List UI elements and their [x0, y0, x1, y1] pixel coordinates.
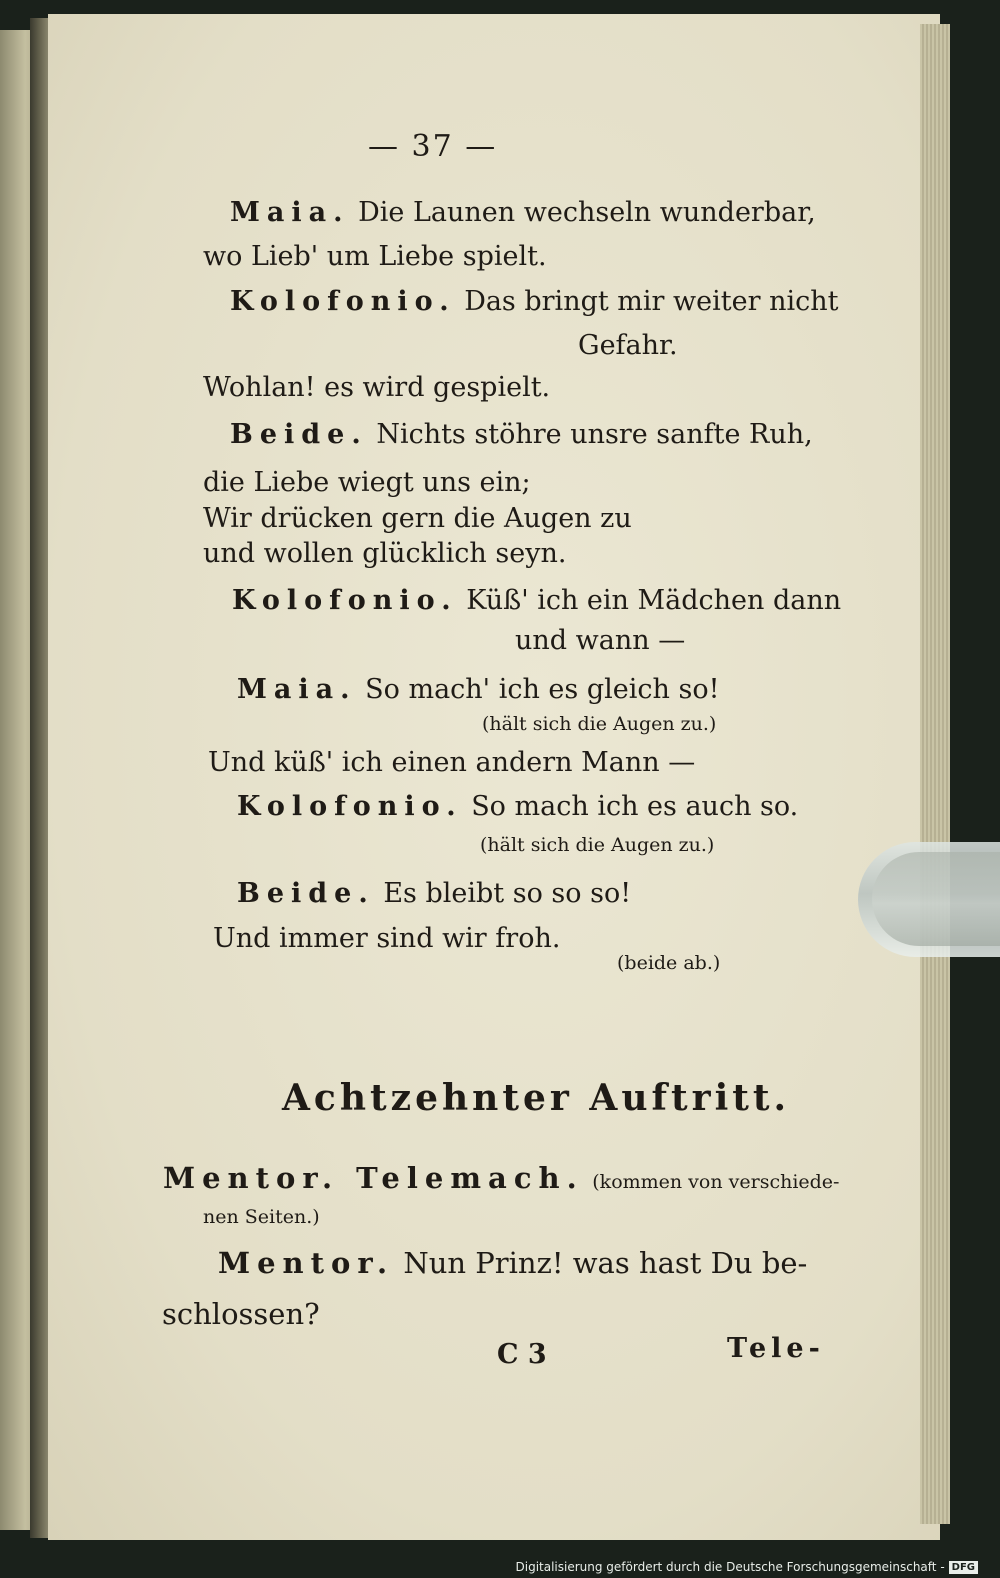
stage-direction: (hält sich die Augen zu.) — [480, 834, 715, 856]
verse-line: Und immer sind wir froh. — [213, 923, 561, 954]
verse-line: und wann — — [515, 625, 686, 656]
verse-line — [230, 199, 816, 226]
line-text: Nichts stöhre unsre sanfte Ruh, — [376, 419, 813, 450]
line-text: Küß' ich ein Mädchen dann — [466, 585, 842, 616]
verse-line — [218, 1246, 808, 1280]
footer-credit: Digitalisierung gefördert durch die Deutsche Forschungsgemeinschaft - — [515, 1560, 945, 1574]
catchword: Tele- — [727, 1333, 825, 1364]
line-text: Nun Prinz! was hast Du be- — [403, 1246, 808, 1280]
speaker-name: Mentor. Telemach. — [163, 1161, 584, 1195]
verse-line: Wohlan! es wird gespielt. — [203, 372, 551, 403]
verse-line: Gefahr. — [578, 330, 678, 361]
verse-line: die Liebe wiegt uns ein; — [203, 467, 531, 498]
line-text: Das bringt mir weiter nicht — [464, 286, 839, 317]
verse-line — [232, 587, 841, 614]
line-text: So mach ich es auch so. — [471, 791, 799, 822]
line-text: Es bleibt so so so! — [383, 878, 632, 909]
speaker-name: Maia. — [237, 674, 357, 705]
page-number: — 37 — — [368, 129, 498, 164]
verse-line — [163, 1161, 840, 1195]
verse-line — [237, 676, 719, 703]
stage-direction: (hält sich die Augen zu.) — [482, 713, 717, 735]
speaker-name: Mentor. — [218, 1246, 395, 1280]
speaker-name: Beide. — [237, 878, 375, 909]
page-edges — [920, 24, 950, 1524]
speaker-name: Kolofonio. — [230, 286, 456, 317]
verse-line: wo Lieb' um Liebe spielt. — [203, 241, 547, 272]
verse-line — [237, 793, 798, 820]
stage-direction: (beide ab.) — [617, 952, 721, 974]
dfg-logo: DFG — [949, 1561, 978, 1574]
speaker-name: Kolofonio. — [232, 585, 458, 616]
stage-direction: (kommen von verschiede- — [592, 1171, 840, 1193]
verse-line: schlossen? — [162, 1297, 320, 1331]
speaker-name: Beide. — [230, 419, 368, 450]
scene-heading: Achtzehnter Auftritt. — [282, 1077, 791, 1119]
digitization-footer — [516, 1560, 979, 1574]
verse-line — [230, 421, 813, 448]
verse-line: Wir drücken gern die Augen zu — [203, 503, 632, 534]
line-text: Die Launen wechseln wunderbar, — [358, 197, 816, 228]
verse-line — [237, 880, 631, 907]
stage-direction: nen Seiten.) — [203, 1206, 320, 1228]
signature-mark: C 3 — [497, 1339, 547, 1370]
page-clip-highlight — [872, 852, 1000, 946]
speaker-name: Maia. — [230, 197, 350, 228]
speaker-name: Kolofonio. — [237, 791, 463, 822]
verse-line — [230, 288, 838, 315]
line-text: So mach' ich es gleich so! — [365, 674, 720, 705]
verse-line: Und küß' ich einen andern Mann — — [208, 747, 696, 778]
verse-line: und wollen glücklich seyn. — [203, 538, 567, 569]
